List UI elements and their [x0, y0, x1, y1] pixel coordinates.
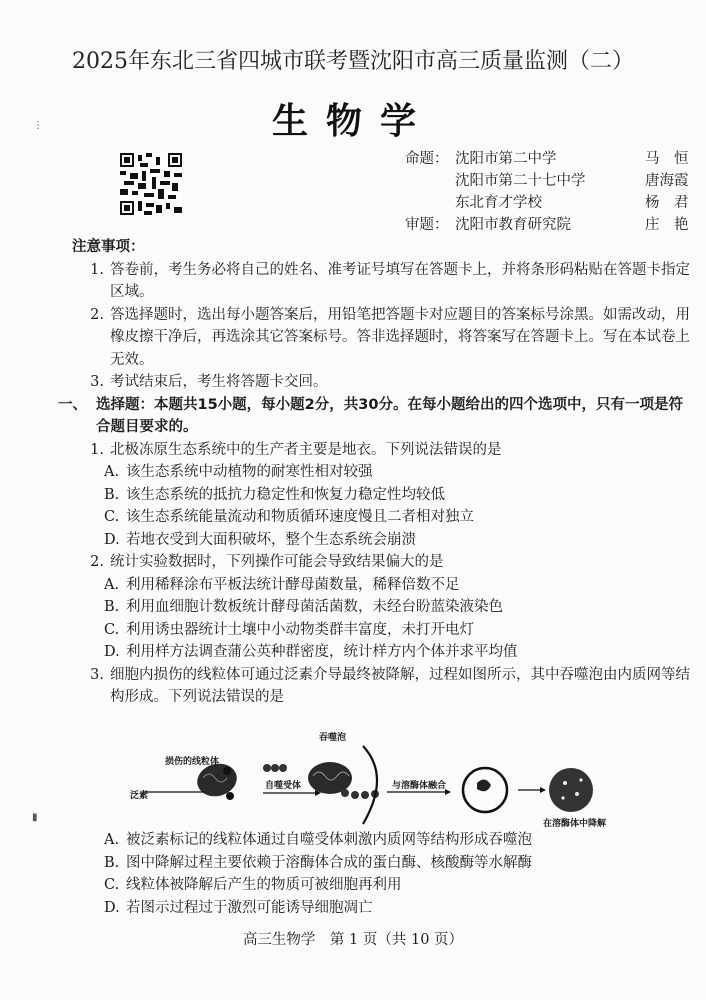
credit-row [405, 170, 705, 192]
question-3-options [72, 829, 692, 919]
page-footer: 高三生物学 第 1 页（共 10 页） [242, 932, 464, 948]
question-3-option-b [72, 852, 692, 875]
notice-item [72, 304, 692, 372]
question-number: 3. [90, 666, 104, 683]
section-heading [58, 394, 692, 439]
qr-code-icon [120, 153, 182, 215]
exam-title: 2025年东北三省四城市联考暨沈阳市高三质量监测（二） [72, 49, 634, 74]
question-2-stem [72, 551, 692, 574]
question-3-option-a [72, 829, 692, 852]
label-autophagy-receptor: 自噬受体 [265, 781, 302, 791]
question-2-option-a [72, 574, 692, 597]
option-letter: C. [104, 877, 120, 893]
notice-item-text: 考试结束后，考生将答题卡交回。 [110, 374, 328, 390]
option-letter: C. [104, 621, 120, 638]
notice-item-number: 2. [90, 306, 104, 323]
option-letter: A. [104, 832, 120, 848]
option-letter: D. [104, 644, 120, 660]
notice-item [72, 371, 692, 394]
question-1-option-d [72, 529, 692, 552]
question-3-option-c [72, 874, 692, 897]
credit-row [405, 192, 705, 214]
question-3-option-d [72, 897, 692, 920]
question-2-option-d [72, 641, 692, 664]
question-3-stem [72, 664, 692, 709]
question-1-stem [72, 439, 692, 462]
credit-org: 沈阳市第二中学 [455, 151, 557, 167]
question-number: 2. [90, 554, 104, 570]
option-text: 若地衣受到大面积破坏，整个生态系统会崩溃 [126, 531, 416, 548]
section-instructions: 选择题：本题共15小题，每小题2分，共30分。在每小题给出的四个选项中，只有一项是符合题目要求的。 [96, 396, 683, 435]
label-phagophore: 吞噬泡 [319, 733, 347, 743]
credit-org: 东北育才学校 [455, 195, 542, 211]
subject-title: 生物学 [271, 101, 434, 142]
option-text: 利用血细胞计数板统计酵母菌活菌数，未经台盼蓝染液染色 [126, 599, 503, 615]
qr-code [120, 153, 182, 215]
binding-dots: ⋮ [33, 120, 43, 131]
option-letter: B. [104, 854, 120, 871]
option-text: 利用稀释涂布平板法统计酵母菌数量，稀释倍数不足 [126, 576, 460, 593]
option-text: 该生态系统的抵抗力稳定性和恢复力稳定性均较低 [126, 486, 445, 503]
option-letter: B. [104, 486, 120, 503]
option-letter: B. [104, 599, 120, 615]
credit-org: 沈阳市第二十七中学 [455, 173, 586, 189]
section-number: 一、 [58, 396, 87, 413]
credit-person: 庄 艳 [645, 217, 689, 233]
option-text: 利用诱虫器统计土壤中小动物类群丰富度，未打开电灯 [126, 621, 474, 638]
notice-item-text: 答选择题时，选出每小题答案后，用铅笔把答题卡对应题目的答案标号涂黑。如需改动，用橡皮擦干净后，再选涂其它答案标号。答非选择题时，将答案写在答题卡上。写在本试卷上无效。 [110, 306, 690, 368]
credit-org: 沈阳市教育研究院 [455, 217, 571, 233]
option-letter: A. [104, 464, 120, 480]
binding-mark: ▮ [32, 812, 38, 823]
option-text: 该生态系统能量流动和物质循环速度慢且二者相对独立 [126, 509, 474, 525]
label-ubiquitin: 泛素 [130, 791, 149, 801]
question-text: 北极冻原生态系统中的生产者主要是地衣。下列说法错误的是 [110, 441, 502, 458]
label-damaged-mitochondrion: 损伤的线粒体 [165, 757, 220, 767]
option-text: 线粒体被降解后产生的物质可被细胞再利用 [126, 877, 402, 893]
credit-role: 命题： [405, 151, 449, 167]
option-text: 若图示过程过于激烈可能诱导细胞凋亡 [126, 899, 373, 916]
credit-person: 马 恒 [645, 151, 689, 167]
option-letter: D. [104, 531, 120, 548]
label-degrade-in-lysosome: 在溶酶体中降解 [543, 819, 607, 829]
credits-block [405, 148, 705, 236]
question-1-option-b [72, 484, 692, 507]
credit-row [405, 214, 705, 236]
notice-item-text: 答卷前，考生务必将自己的姓名、准考证号填写在答题卡上，并将条形码粘贴在答题卡指定区域。 [110, 261, 690, 300]
label-fuse-lysosome: 与溶酶体融合 [392, 781, 447, 791]
option-letter: C. [104, 509, 120, 525]
mitophagy-diagram [105, 728, 625, 828]
question-1-option-a [72, 461, 692, 484]
mitophagy-diagram-icon [105, 728, 625, 828]
question-2-option-b [72, 596, 692, 619]
option-text: 图中降解过程主要依赖于溶酶体合成的蛋白酶、核酸酶等水解酶 [126, 854, 532, 871]
question-2-option-c [72, 619, 692, 642]
option-text: 该生态系统中动植物的耐寒性相对较强 [126, 464, 373, 480]
notice-item-number: 1. [90, 261, 104, 278]
credit-person: 杨 君 [645, 195, 689, 211]
credit-role [405, 170, 455, 192]
notice-heading: 注意事项： [72, 239, 145, 255]
option-text: 被泛素标记的线粒体通过自噬受体刺激内质网等结构形成吞噬泡 [126, 832, 532, 848]
option-text: 利用样方法调查蒲公英种群密度，统计样方内个体并求平均值 [126, 644, 518, 660]
option-letter: A. [104, 576, 120, 593]
credit-role [405, 192, 455, 214]
credit-row [405, 148, 705, 170]
question-text: 细胞内损伤的线粒体可通过泛素介导最终被降解，过程如图所示，其中吞噬泡由内质网等结构形成。下列说法错误的是 [110, 666, 690, 705]
question-1-option-c [72, 506, 692, 529]
question-text: 统计实验数据时，下列操作可能会导致结果偏大的是 [110, 554, 444, 570]
credit-role: 审题： [405, 217, 449, 233]
notice-item [72, 259, 692, 304]
question-number: 1. [90, 441, 104, 458]
option-letter: D. [104, 899, 120, 916]
credit-person: 唐海霞 [645, 173, 689, 189]
exam-body [58, 236, 692, 709]
notice-item-number: 3. [90, 374, 104, 390]
